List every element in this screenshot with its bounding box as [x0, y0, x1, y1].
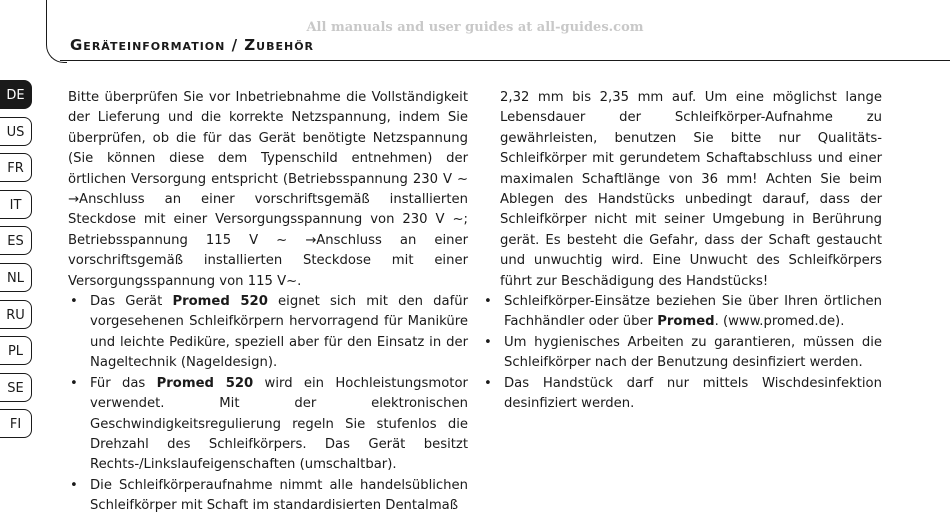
lang-tab-pl[interactable]: PL — [0, 336, 32, 365]
continuation-paragraph: 2,32 mm bis 2,35 mm auf. Um eine möglichst lange Lebensdauer der Schleifkörper-Aufnahme zu gewährleisten, benutzen Sie bitte nur Qualitäts-Schleifkörper mit gerundetem Schaftabschluss und einer maximalen Schaftlänge von 36 mm! Achten Sie beim Ablegen des Handstücks unbedingt darauf, dass der Schleifkörper nicht mit seiner Umgebung in Berührung gerät. Es besteht die Gefahr, dass der Schaft gestaucht und unwuchtig wird. Eine Unwucht des Schleifkörpers führt zur Beschädigung des Handstücks! — [500, 90, 882, 289]
brand-name: Promed 520 — [156, 375, 254, 391]
lang-tab-de[interactable]: DE — [0, 80, 32, 109]
bullet-text: Das Handstück darf nur mittels Wischdesinfektion desinfiziert werden. — [504, 375, 882, 412]
right-column — [482, 88, 882, 415]
header-corner-line — [46, 0, 67, 63]
bullet-item — [68, 374, 468, 476]
lang-tab-nl[interactable]: NL — [0, 263, 32, 292]
lang-tab-fi[interactable]: FI — [0, 409, 32, 438]
bullet-text: Um hygienisches Arbeiten zu garantieren, müssen die Schleifkörper nach der Benutzung desinfiziert werden. — [504, 334, 882, 371]
bullet-text: Für das — [90, 375, 157, 391]
lang-tab-fr[interactable]: FR — [0, 153, 32, 182]
lang-tab-ru[interactable]: RU — [0, 300, 32, 329]
lang-tab-se[interactable]: SE — [0, 373, 32, 402]
bullet-text: Die Schleifkörperaufnahme nimmt alle handelsüblichen Schleifkörper mit Schaft im standardisierten Dentalmaß — [90, 477, 468, 514]
lang-tab-es[interactable]: ES — [0, 226, 32, 255]
left-column — [68, 88, 468, 517]
brand-name: Promed — [657, 314, 715, 330]
header-rule — [60, 60, 950, 61]
intro-paragraph: Bitte überprüfen Sie vor Inbetriebnahme die Vollständigkeit der Lieferung und die korrekte Netzspannung, indem Sie überprüfen, ob die für das Gerät benötigte Netzspannung (Sie können diese dem Typenschild entnehmen) der örtlichen Versorgung entspricht (Betriebsspannung 230 V ~ →Anschluss an einer vorschriftsgemäß installierten Steckdose mit einer Versorgungsspannung von 230 V ~; Betriebsspannung 115 V ~ →Anschluss an einer vorschriftsgemäß installierten Steckdose mit einer Versorgungsspannung von 115 V~. — [68, 90, 468, 289]
brand-name: Promed 520 — [172, 294, 268, 310]
bullet-dot: • — [484, 375, 492, 391]
bullet-dot: • — [484, 294, 492, 310]
bullet-text: wird ein Hochleistungsmotor verwendet. Mit der elektronischen Geschwindigkeitsregulierung regeln Sie stufenlos die Drehzahl des Schleifkörpers. Das Gerät besitzt Rechts-/Linkslaufeigenschaften (umschaltbar). — [90, 375, 468, 473]
bullet-dot: • — [70, 375, 78, 391]
bullet-dot: • — [484, 334, 492, 350]
bullet-item — [482, 333, 882, 374]
bullet-dot: • — [70, 477, 78, 493]
lang-tab-us[interactable]: US — [0, 117, 32, 146]
bullet-text: Das Gerät — [90, 294, 173, 310]
bullet-item — [68, 292, 468, 374]
bullet-text: . (www.promed.de). — [714, 314, 845, 330]
bullet-text: eignet sich mit den dafür vorgesehenen Schleifkörpern hervorragend für Maniküre und leichte Pediküre, speziell aber für den Einsatz in der Nageltechnik (Nageldesign). — [90, 294, 469, 371]
bullet-item — [482, 292, 882, 333]
page-title: Geräteinformation / Zubehör — [70, 36, 315, 54]
watermark: All manuals and user guides at all-guides.com — [306, 20, 644, 35]
bullet-dot: • — [70, 294, 78, 310]
bullet-item — [482, 374, 882, 415]
bullet-text: Schleifkörper-Einsätze beziehen Sie über Ihren örtlichen Fachhändler oder über — [504, 294, 882, 330]
lang-tab-it[interactable]: IT — [0, 190, 32, 219]
language-tabs — [0, 80, 32, 446]
bullet-item — [68, 476, 468, 517]
